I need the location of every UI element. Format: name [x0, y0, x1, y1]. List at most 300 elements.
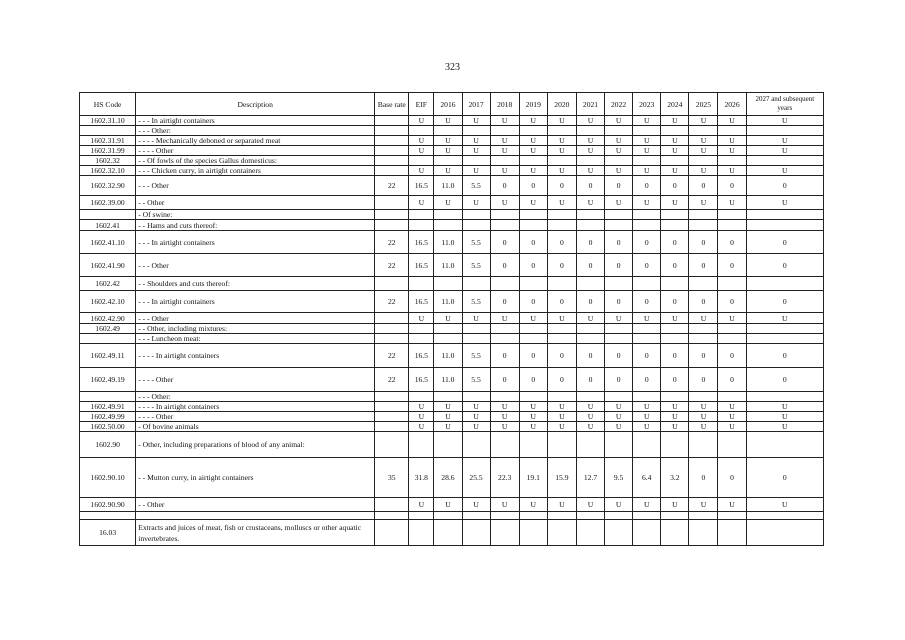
- rate-cell: U: [490, 422, 519, 432]
- rate-cell: [746, 210, 823, 220]
- rate-cell: 0: [689, 458, 718, 498]
- rate-cell: [462, 512, 490, 520]
- rate-cell: [519, 512, 547, 520]
- rate-cell: U: [490, 136, 519, 146]
- rate-cell: [605, 334, 633, 344]
- hs-code-cell: 1602.41: [80, 220, 136, 231]
- rate-cell: U: [633, 402, 661, 412]
- rate-cell: 0: [661, 176, 689, 196]
- rate-cell: U: [661, 498, 689, 512]
- rate-cell: [605, 392, 633, 402]
- rate-cell: U: [576, 412, 604, 422]
- rate-cell: U: [409, 166, 434, 176]
- rate-cell: [519, 334, 547, 344]
- rate-cell: U: [490, 196, 519, 210]
- rate-cell: 0: [746, 368, 823, 392]
- rate-cell: U: [409, 313, 434, 324]
- rate-cell: 0: [633, 344, 661, 368]
- rate-cell: U: [576, 422, 604, 432]
- rate-cell: [633, 277, 661, 291]
- rate-cell: [434, 220, 462, 231]
- rate-cell: 0: [547, 291, 576, 313]
- rate-cell: [434, 277, 462, 291]
- rate-cell: [746, 392, 823, 402]
- rate-cell: 0: [490, 176, 519, 196]
- rate-cell: 0: [490, 254, 519, 277]
- hs-code-cell: [80, 512, 136, 520]
- rate-cell: 0: [661, 291, 689, 313]
- rate-cell: U: [547, 402, 576, 412]
- description-cell: - - - Other: [136, 176, 375, 196]
- rate-cell: [605, 220, 633, 231]
- rate-cell: 5.5: [462, 291, 490, 313]
- rate-cell: U: [519, 402, 547, 412]
- description-cell: - - - - Other: [136, 412, 375, 422]
- rate-cell: 0: [718, 176, 746, 196]
- rate-cell: 0: [519, 344, 547, 368]
- rate-cell: [434, 126, 462, 136]
- rate-cell: U: [689, 402, 718, 412]
- hs-code-cell: 1602.41.10: [80, 231, 136, 254]
- header-2026: 2026: [718, 93, 746, 116]
- rate-cell: [746, 324, 823, 334]
- rate-cell: [661, 220, 689, 231]
- rate-cell: [547, 432, 576, 458]
- base-rate-cell: [375, 392, 409, 402]
- rate-cell: U: [462, 196, 490, 210]
- rate-cell: U: [633, 166, 661, 176]
- description-cell: - - - Other:: [136, 126, 375, 136]
- hs-code-cell: 1602.90.90: [80, 498, 136, 512]
- table-row: [80, 368, 824, 392]
- table-row: [80, 156, 824, 166]
- description-cell: - - - - In airtight containers: [136, 344, 375, 368]
- rate-cell: U: [547, 166, 576, 176]
- rate-cell: 0: [746, 231, 823, 254]
- rate-cell: U: [519, 498, 547, 512]
- rate-cell: U: [462, 166, 490, 176]
- rate-cell: U: [605, 166, 633, 176]
- rate-cell: [519, 520, 547, 546]
- rate-cell: [490, 392, 519, 402]
- rate-cell: U: [605, 422, 633, 432]
- rate-cell: [746, 220, 823, 231]
- rate-cell: U: [519, 313, 547, 324]
- rate-cell: [633, 126, 661, 136]
- table-row: [80, 498, 824, 512]
- rate-cell: U: [462, 313, 490, 324]
- rate-cell: [547, 156, 576, 166]
- hs-code-cell: 1602.32.10: [80, 166, 136, 176]
- base-rate-cell: 22: [375, 176, 409, 196]
- rate-cell: 0: [519, 254, 547, 277]
- rate-cell: [633, 520, 661, 546]
- rate-cell: [434, 324, 462, 334]
- rate-cell: [718, 156, 746, 166]
- rate-cell: [576, 210, 604, 220]
- rate-cell: U: [576, 116, 604, 126]
- rate-cell: [547, 220, 576, 231]
- rate-cell: 11.0: [434, 368, 462, 392]
- rate-cell: 0: [576, 368, 604, 392]
- header-2020: 2020: [547, 93, 576, 116]
- table-row: [80, 291, 824, 313]
- base-rate-cell: [375, 166, 409, 176]
- header-2016: 2016: [434, 93, 462, 116]
- table-body: [80, 116, 824, 546]
- page-number: 323: [445, 62, 460, 73]
- rate-cell: [409, 324, 434, 334]
- rate-cell: 0: [746, 291, 823, 313]
- rate-cell: [718, 126, 746, 136]
- rate-cell: U: [434, 116, 462, 126]
- rate-cell: [547, 324, 576, 334]
- rate-cell: 0: [490, 368, 519, 392]
- table-row: [80, 324, 824, 334]
- rate-cell: [661, 432, 689, 458]
- base-rate-cell: [375, 136, 409, 146]
- rate-cell: 16.5: [409, 176, 434, 196]
- header-2022: 2022: [605, 93, 633, 116]
- rate-cell: [462, 210, 490, 220]
- rate-cell: U: [490, 402, 519, 412]
- rate-cell: U: [661, 196, 689, 210]
- base-rate-cell: [375, 324, 409, 334]
- rate-cell: 0: [633, 231, 661, 254]
- rate-cell: [409, 156, 434, 166]
- rate-cell: 22.3: [490, 458, 519, 498]
- rate-cell: 5.5: [462, 176, 490, 196]
- hs-code-cell: 1602.31.91: [80, 136, 136, 146]
- rate-cell: [718, 210, 746, 220]
- base-rate-cell: [375, 220, 409, 231]
- header-base-rate: Base rate: [375, 93, 409, 116]
- rate-cell: U: [434, 196, 462, 210]
- rate-cell: U: [547, 313, 576, 324]
- rate-cell: U: [661, 146, 689, 156]
- rate-cell: [718, 520, 746, 546]
- rate-cell: U: [409, 116, 434, 126]
- rate-cell: 0: [605, 291, 633, 313]
- rate-cell: U: [409, 146, 434, 156]
- rate-cell: 0: [547, 176, 576, 196]
- rate-cell: U: [746, 146, 823, 156]
- rate-cell: U: [605, 412, 633, 422]
- rate-cell: U: [661, 116, 689, 126]
- description-cell: - - Hams and cuts thereof:: [136, 220, 375, 231]
- rate-cell: U: [633, 412, 661, 422]
- rate-cell: [718, 392, 746, 402]
- description-cell: - - - - Other: [136, 368, 375, 392]
- rate-cell: 0: [633, 368, 661, 392]
- rate-cell: 0: [661, 344, 689, 368]
- rate-cell: [434, 512, 462, 520]
- rate-cell: U: [661, 412, 689, 422]
- rate-cell: U: [633, 313, 661, 324]
- table-row: [80, 402, 824, 412]
- rate-cell: U: [718, 422, 746, 432]
- description-cell: - - - Other: [136, 254, 375, 277]
- rate-cell: U: [718, 412, 746, 422]
- rate-cell: 31.8: [409, 458, 434, 498]
- table-row: [80, 422, 824, 432]
- rate-cell: 0: [746, 254, 823, 277]
- rate-cell: [462, 277, 490, 291]
- table-row: [80, 166, 824, 176]
- rate-cell: U: [605, 498, 633, 512]
- hs-code-cell: 1602.32: [80, 156, 136, 166]
- tariff-schedule-table: [79, 92, 824, 546]
- rate-cell: [746, 512, 823, 520]
- base-rate-cell: [375, 126, 409, 136]
- rate-cell: 16.5: [409, 291, 434, 313]
- hs-code-cell: 1602.49.19: [80, 368, 136, 392]
- rate-cell: U: [633, 146, 661, 156]
- rate-cell: [490, 156, 519, 166]
- rate-cell: 0: [547, 344, 576, 368]
- rate-cell: [576, 520, 604, 546]
- rate-cell: U: [434, 402, 462, 412]
- rate-cell: [661, 512, 689, 520]
- rate-cell: 0: [689, 176, 718, 196]
- table-row: [80, 392, 824, 402]
- rate-cell: 6.4: [633, 458, 661, 498]
- rate-cell: U: [746, 166, 823, 176]
- rate-cell: [547, 126, 576, 136]
- base-rate-cell: [375, 146, 409, 156]
- hs-code-cell: 1602.49.99: [80, 412, 136, 422]
- rate-cell: 0: [490, 231, 519, 254]
- rate-cell: [746, 156, 823, 166]
- rate-cell: [605, 520, 633, 546]
- table-row: [80, 136, 824, 146]
- rate-cell: 11.0: [434, 344, 462, 368]
- rate-cell: [462, 334, 490, 344]
- description-cell: - - Other: [136, 196, 375, 210]
- rate-cell: [547, 210, 576, 220]
- rate-cell: U: [462, 412, 490, 422]
- rate-cell: [409, 432, 434, 458]
- table-row: [80, 412, 824, 422]
- description-cell: - - - In airtight containers: [136, 116, 375, 126]
- rate-cell: U: [689, 498, 718, 512]
- rate-cell: U: [519, 166, 547, 176]
- rate-cell: 5.5: [462, 231, 490, 254]
- rate-cell: [605, 432, 633, 458]
- rate-cell: [605, 512, 633, 520]
- rate-cell: 0: [718, 231, 746, 254]
- rate-cell: [576, 324, 604, 334]
- rate-cell: [576, 156, 604, 166]
- rate-cell: U: [661, 402, 689, 412]
- rate-cell: [490, 277, 519, 291]
- base-rate-cell: [375, 412, 409, 422]
- rate-cell: [576, 220, 604, 231]
- rate-cell: U: [519, 196, 547, 210]
- base-rate-cell: [375, 313, 409, 324]
- rate-cell: U: [689, 136, 718, 146]
- rate-cell: U: [409, 402, 434, 412]
- rate-cell: U: [746, 498, 823, 512]
- rate-cell: [718, 432, 746, 458]
- rate-cell: U: [605, 402, 633, 412]
- hs-code-cell: 1602.49.11: [80, 344, 136, 368]
- rate-cell: [434, 210, 462, 220]
- rate-cell: [633, 220, 661, 231]
- rate-cell: U: [576, 313, 604, 324]
- rate-cell: U: [547, 146, 576, 156]
- description-cell: - - - - Other: [136, 146, 375, 156]
- rate-cell: 0: [689, 368, 718, 392]
- header-2025: 2025: [689, 93, 718, 116]
- rate-cell: [462, 520, 490, 546]
- rate-cell: U: [661, 313, 689, 324]
- base-rate-cell: [375, 334, 409, 344]
- base-rate-cell: [375, 277, 409, 291]
- rate-cell: U: [547, 116, 576, 126]
- rate-cell: [689, 210, 718, 220]
- rate-cell: U: [661, 166, 689, 176]
- rate-cell: U: [689, 422, 718, 432]
- rate-cell: U: [718, 146, 746, 156]
- hs-code-cell: 16.03: [80, 520, 136, 546]
- rate-cell: 0: [689, 291, 718, 313]
- rate-cell: [519, 432, 547, 458]
- table-row: [80, 334, 824, 344]
- rate-cell: 16.5: [409, 231, 434, 254]
- table-row: [80, 277, 824, 291]
- hs-code-cell: 1602.31.99: [80, 146, 136, 156]
- description-cell: - - - Other:: [136, 392, 375, 402]
- rate-cell: [661, 210, 689, 220]
- rate-cell: U: [547, 422, 576, 432]
- rate-cell: U: [519, 412, 547, 422]
- rate-cell: 0: [576, 291, 604, 313]
- rate-cell: [462, 220, 490, 231]
- table-row: [80, 116, 824, 126]
- rate-cell: U: [689, 116, 718, 126]
- rate-cell: 0: [576, 231, 604, 254]
- rate-cell: [490, 324, 519, 334]
- rate-cell: [490, 220, 519, 231]
- base-rate-cell: [375, 512, 409, 520]
- rate-cell: 0: [576, 344, 604, 368]
- rate-cell: [746, 334, 823, 344]
- rate-cell: U: [633, 422, 661, 432]
- rate-cell: U: [661, 422, 689, 432]
- rate-cell: [633, 392, 661, 402]
- rate-cell: 0: [718, 368, 746, 392]
- rate-cell: [490, 512, 519, 520]
- rate-cell: [409, 512, 434, 520]
- rate-cell: [519, 156, 547, 166]
- base-rate-cell: [375, 156, 409, 166]
- rate-cell: 0: [547, 254, 576, 277]
- table-row: [80, 254, 824, 277]
- header-2019: 2019: [519, 93, 547, 116]
- rate-cell: U: [519, 136, 547, 146]
- rate-cell: U: [746, 313, 823, 324]
- rate-cell: U: [490, 313, 519, 324]
- rate-cell: U: [409, 136, 434, 146]
- table-row: [80, 220, 824, 231]
- rate-cell: 16.5: [409, 254, 434, 277]
- rate-cell: [605, 126, 633, 136]
- rate-cell: [409, 126, 434, 136]
- rate-cell: U: [718, 166, 746, 176]
- rate-cell: 0: [605, 176, 633, 196]
- header-2018: 2018: [490, 93, 519, 116]
- rate-cell: U: [547, 196, 576, 210]
- rate-cell: 0: [605, 254, 633, 277]
- hs-code-cell: 1602.42.90: [80, 313, 136, 324]
- rate-cell: [462, 156, 490, 166]
- rate-cell: U: [576, 146, 604, 156]
- table-row: [80, 210, 824, 220]
- rate-cell: U: [547, 498, 576, 512]
- rate-cell: [576, 512, 604, 520]
- base-rate-cell: 22: [375, 344, 409, 368]
- rate-cell: [434, 432, 462, 458]
- rate-cell: [519, 277, 547, 291]
- rate-cell: U: [576, 498, 604, 512]
- rate-cell: [689, 324, 718, 334]
- rate-cell: 0: [576, 254, 604, 277]
- rate-cell: U: [746, 136, 823, 146]
- rate-cell: [519, 324, 547, 334]
- rate-cell: [605, 324, 633, 334]
- table-row: [80, 512, 824, 520]
- rate-cell: 0: [633, 254, 661, 277]
- rate-cell: U: [605, 136, 633, 146]
- rate-cell: 5.5: [462, 368, 490, 392]
- rate-cell: U: [689, 412, 718, 422]
- rate-cell: U: [689, 146, 718, 156]
- rate-cell: 9.5: [605, 458, 633, 498]
- hs-code-cell: 1602.42: [80, 277, 136, 291]
- base-rate-cell: [375, 422, 409, 432]
- rate-cell: U: [718, 196, 746, 210]
- rate-cell: [576, 334, 604, 344]
- rate-cell: [409, 392, 434, 402]
- rate-cell: [605, 210, 633, 220]
- description-cell: - - Of fowls of the species Gallus domesticus:: [136, 156, 375, 166]
- rate-cell: U: [490, 498, 519, 512]
- table-row: [80, 176, 824, 196]
- description-cell: - - Shoulders and cuts thereof:: [136, 277, 375, 291]
- description-cell: - Other, including preparations of blood of any animal:: [136, 432, 375, 458]
- rate-cell: 5.5: [462, 254, 490, 277]
- rate-cell: [718, 512, 746, 520]
- description-cell: - - - Luncheon meat:: [136, 334, 375, 344]
- table-row: [80, 432, 824, 458]
- header-2017: 2017: [462, 93, 490, 116]
- rate-cell: [689, 520, 718, 546]
- rate-cell: U: [409, 498, 434, 512]
- rate-cell: [409, 220, 434, 231]
- rate-cell: 0: [490, 344, 519, 368]
- rate-cell: [490, 210, 519, 220]
- rate-cell: U: [689, 313, 718, 324]
- rate-cell: U: [746, 412, 823, 422]
- hs-code-cell: [80, 126, 136, 136]
- header-2027-and-subsequent-years: 2027 and subsequent years: [746, 93, 823, 116]
- table-row: [80, 313, 824, 324]
- rate-cell: U: [490, 146, 519, 156]
- rate-cell: [661, 156, 689, 166]
- rate-cell: [633, 432, 661, 458]
- rate-cell: U: [718, 402, 746, 412]
